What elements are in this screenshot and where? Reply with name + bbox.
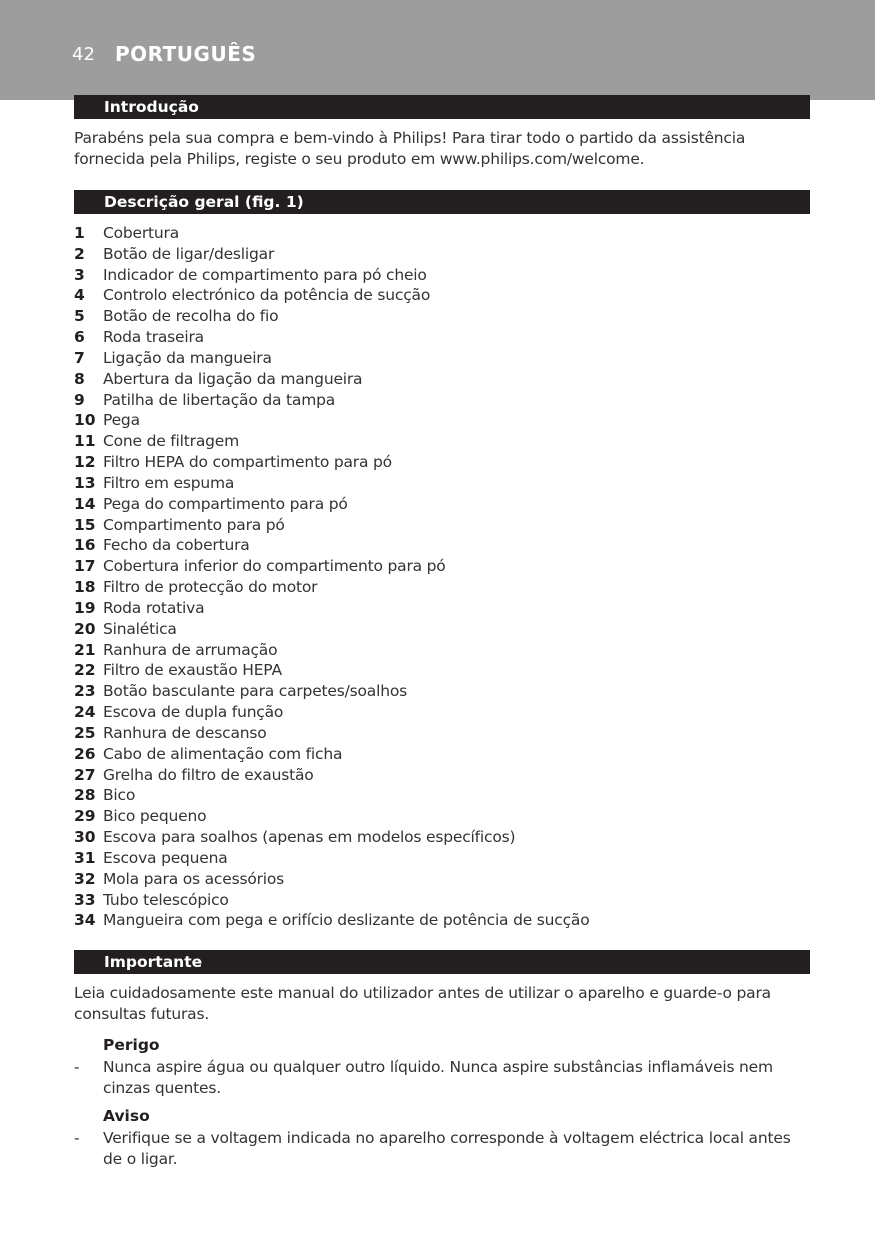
item-number: 8 xyxy=(74,369,85,388)
item-label: Pega xyxy=(103,411,140,430)
item-number: 2 xyxy=(74,244,85,263)
item-label: Botão basculante para carpetes/soalhos xyxy=(103,682,407,701)
item-label: Ranhura de descanso xyxy=(103,723,267,742)
item-number: 31 xyxy=(74,848,96,867)
item-label: Filtro de protecção do motor xyxy=(103,578,318,597)
item-number: 5 xyxy=(74,307,85,326)
item-number: 1 xyxy=(74,224,85,242)
list-item xyxy=(74,577,810,598)
list-item xyxy=(74,598,810,619)
list-item xyxy=(74,681,810,702)
item-number: 17 xyxy=(74,557,96,576)
list-item xyxy=(74,744,810,765)
item-number: 12 xyxy=(74,453,96,472)
item-label: Escova para soalhos (apenas em modelos específicos) xyxy=(103,828,516,847)
list-item xyxy=(74,702,810,723)
list-item xyxy=(74,223,810,244)
item-label: Abertura da ligação da mangueira xyxy=(103,369,363,388)
item-number: 34 xyxy=(74,911,96,930)
intro-paragraph: Parabéns pela sua compra e bem-vindo à Philips! Para tirar todo o partido da assistência fornecida pela Philips, registe o seu produto em www.philips.com/welcome. xyxy=(74,129,746,168)
item-number: 14 xyxy=(74,494,96,513)
item-number: 29 xyxy=(74,807,96,826)
item-number: 6 xyxy=(74,328,85,347)
item-label: Filtro de exaustão HEPA xyxy=(103,661,282,680)
item-number: 30 xyxy=(74,828,96,847)
section-heading-description: Descrição geral (fig. 1) xyxy=(74,190,810,214)
list-item xyxy=(74,765,810,786)
item-number: 24 xyxy=(74,703,96,722)
item-number: 23 xyxy=(74,682,96,701)
item-number: 28 xyxy=(74,786,96,805)
item-number: 22 xyxy=(74,661,96,680)
item-label: Botão de recolha do fio xyxy=(103,307,279,326)
list-item xyxy=(74,640,810,661)
item-label: Botão de ligar/desligar xyxy=(103,244,275,263)
important-paragraph: Leia cuidadosamente este manual do utilizador antes de utilizar o aparelho e guarde-o para consultas futuras. xyxy=(74,984,771,1023)
item-label: Patilha de libertação da tampa xyxy=(103,390,336,409)
list-item xyxy=(74,327,810,348)
list-item xyxy=(74,848,810,869)
list-item xyxy=(74,285,810,306)
item-number: 10 xyxy=(74,411,96,430)
item-number: 9 xyxy=(74,390,85,409)
item-label: Filtro HEPA do compartimento para pó xyxy=(103,453,392,472)
item-label: Indicador de compartimento para pó cheio xyxy=(103,265,427,284)
list-item xyxy=(74,348,810,369)
list-item xyxy=(74,660,810,681)
item-label: Grelha do filtro de exaustão xyxy=(103,765,314,784)
list-item xyxy=(74,785,810,806)
item-number: 20 xyxy=(74,619,96,638)
item-label: Cobertura xyxy=(103,224,180,242)
item-number: 11 xyxy=(74,432,96,451)
item-number: 16 xyxy=(74,536,96,555)
item-label: Filtro em espuma xyxy=(103,473,235,492)
item-number: 25 xyxy=(74,723,96,742)
item-number: 26 xyxy=(74,744,96,763)
item-label: Bico xyxy=(103,786,136,805)
list-item xyxy=(74,535,810,556)
bullet-dash: - xyxy=(74,1129,80,1147)
warning-bullet xyxy=(74,1128,810,1170)
parts-list xyxy=(74,223,810,931)
item-number: 3 xyxy=(74,265,85,284)
item-number: 32 xyxy=(74,869,96,888)
item-label: Mangueira com pega e orifício deslizante de potência de sucção xyxy=(103,911,590,930)
list-item xyxy=(74,410,810,431)
list-item xyxy=(74,473,810,494)
item-number: 7 xyxy=(74,348,85,367)
item-number: 13 xyxy=(74,473,96,492)
item-label: Cobertura inferior do compartimento para pó xyxy=(103,557,446,576)
list-item xyxy=(74,556,810,577)
item-label: Escova de dupla função xyxy=(103,703,284,722)
list-item xyxy=(74,619,810,640)
list-item xyxy=(74,452,810,473)
item-label: Sinalética xyxy=(103,619,177,638)
item-number: 27 xyxy=(74,765,96,784)
item-label: Tubo telescópico xyxy=(103,890,229,909)
list-item xyxy=(74,723,810,744)
list-item xyxy=(74,265,810,286)
item-number: 15 xyxy=(74,515,96,534)
item-label: Compartimento para pó xyxy=(103,515,285,534)
list-item xyxy=(74,910,810,931)
item-label: Mola para os acessórios xyxy=(103,869,285,888)
list-item xyxy=(74,431,810,452)
list-item xyxy=(74,390,810,411)
list-item xyxy=(74,806,810,827)
section-heading-important: Importante xyxy=(74,950,810,974)
item-label: Pega do compartimento para pó xyxy=(103,494,348,513)
item-number: 21 xyxy=(74,640,96,659)
language-title: PORTUGUÊS xyxy=(115,42,257,66)
list-item xyxy=(74,890,810,911)
warning-heading: Aviso xyxy=(103,1107,150,1125)
item-label: Bico pequeno xyxy=(103,807,207,826)
warning-text: Verifique se a voltagem indicada no aparelho corresponde à voltagem eléctrica local antes de o ligar. xyxy=(103,1129,791,1168)
item-number: 4 xyxy=(74,286,85,305)
page-number: 42 xyxy=(72,44,95,65)
list-item xyxy=(74,369,810,390)
danger-bullet xyxy=(74,1057,810,1099)
item-label: Controlo electrónico da potência de sucção xyxy=(103,286,431,305)
item-label: Fecho da cobertura xyxy=(103,536,250,555)
item-number: 18 xyxy=(74,578,96,597)
item-label: Roda traseira xyxy=(103,328,204,347)
list-item xyxy=(74,244,810,265)
item-label: Cone de filtragem xyxy=(103,432,239,451)
section-heading-intro: Introdução xyxy=(74,95,810,119)
bullet-dash: - xyxy=(74,1058,80,1076)
item-label: Ligação da mangueira xyxy=(103,348,272,367)
list-item xyxy=(74,515,810,536)
list-item xyxy=(74,494,810,515)
item-number: 33 xyxy=(74,890,96,909)
item-number: 19 xyxy=(74,598,96,617)
header-band xyxy=(0,0,875,100)
list-item xyxy=(74,869,810,890)
danger-heading: Perigo xyxy=(103,1036,160,1054)
list-item xyxy=(74,827,810,848)
item-label: Cabo de alimentação com ficha xyxy=(103,744,343,763)
item-label: Ranhura de arrumação xyxy=(103,640,278,659)
danger-text: Nunca aspire água ou qualquer outro líquido. Nunca aspire substâncias inflamáveis nem cinzas quentes. xyxy=(103,1058,773,1097)
list-item xyxy=(74,306,810,327)
item-label: Roda rotativa xyxy=(103,598,205,617)
item-label: Escova pequena xyxy=(103,848,228,867)
